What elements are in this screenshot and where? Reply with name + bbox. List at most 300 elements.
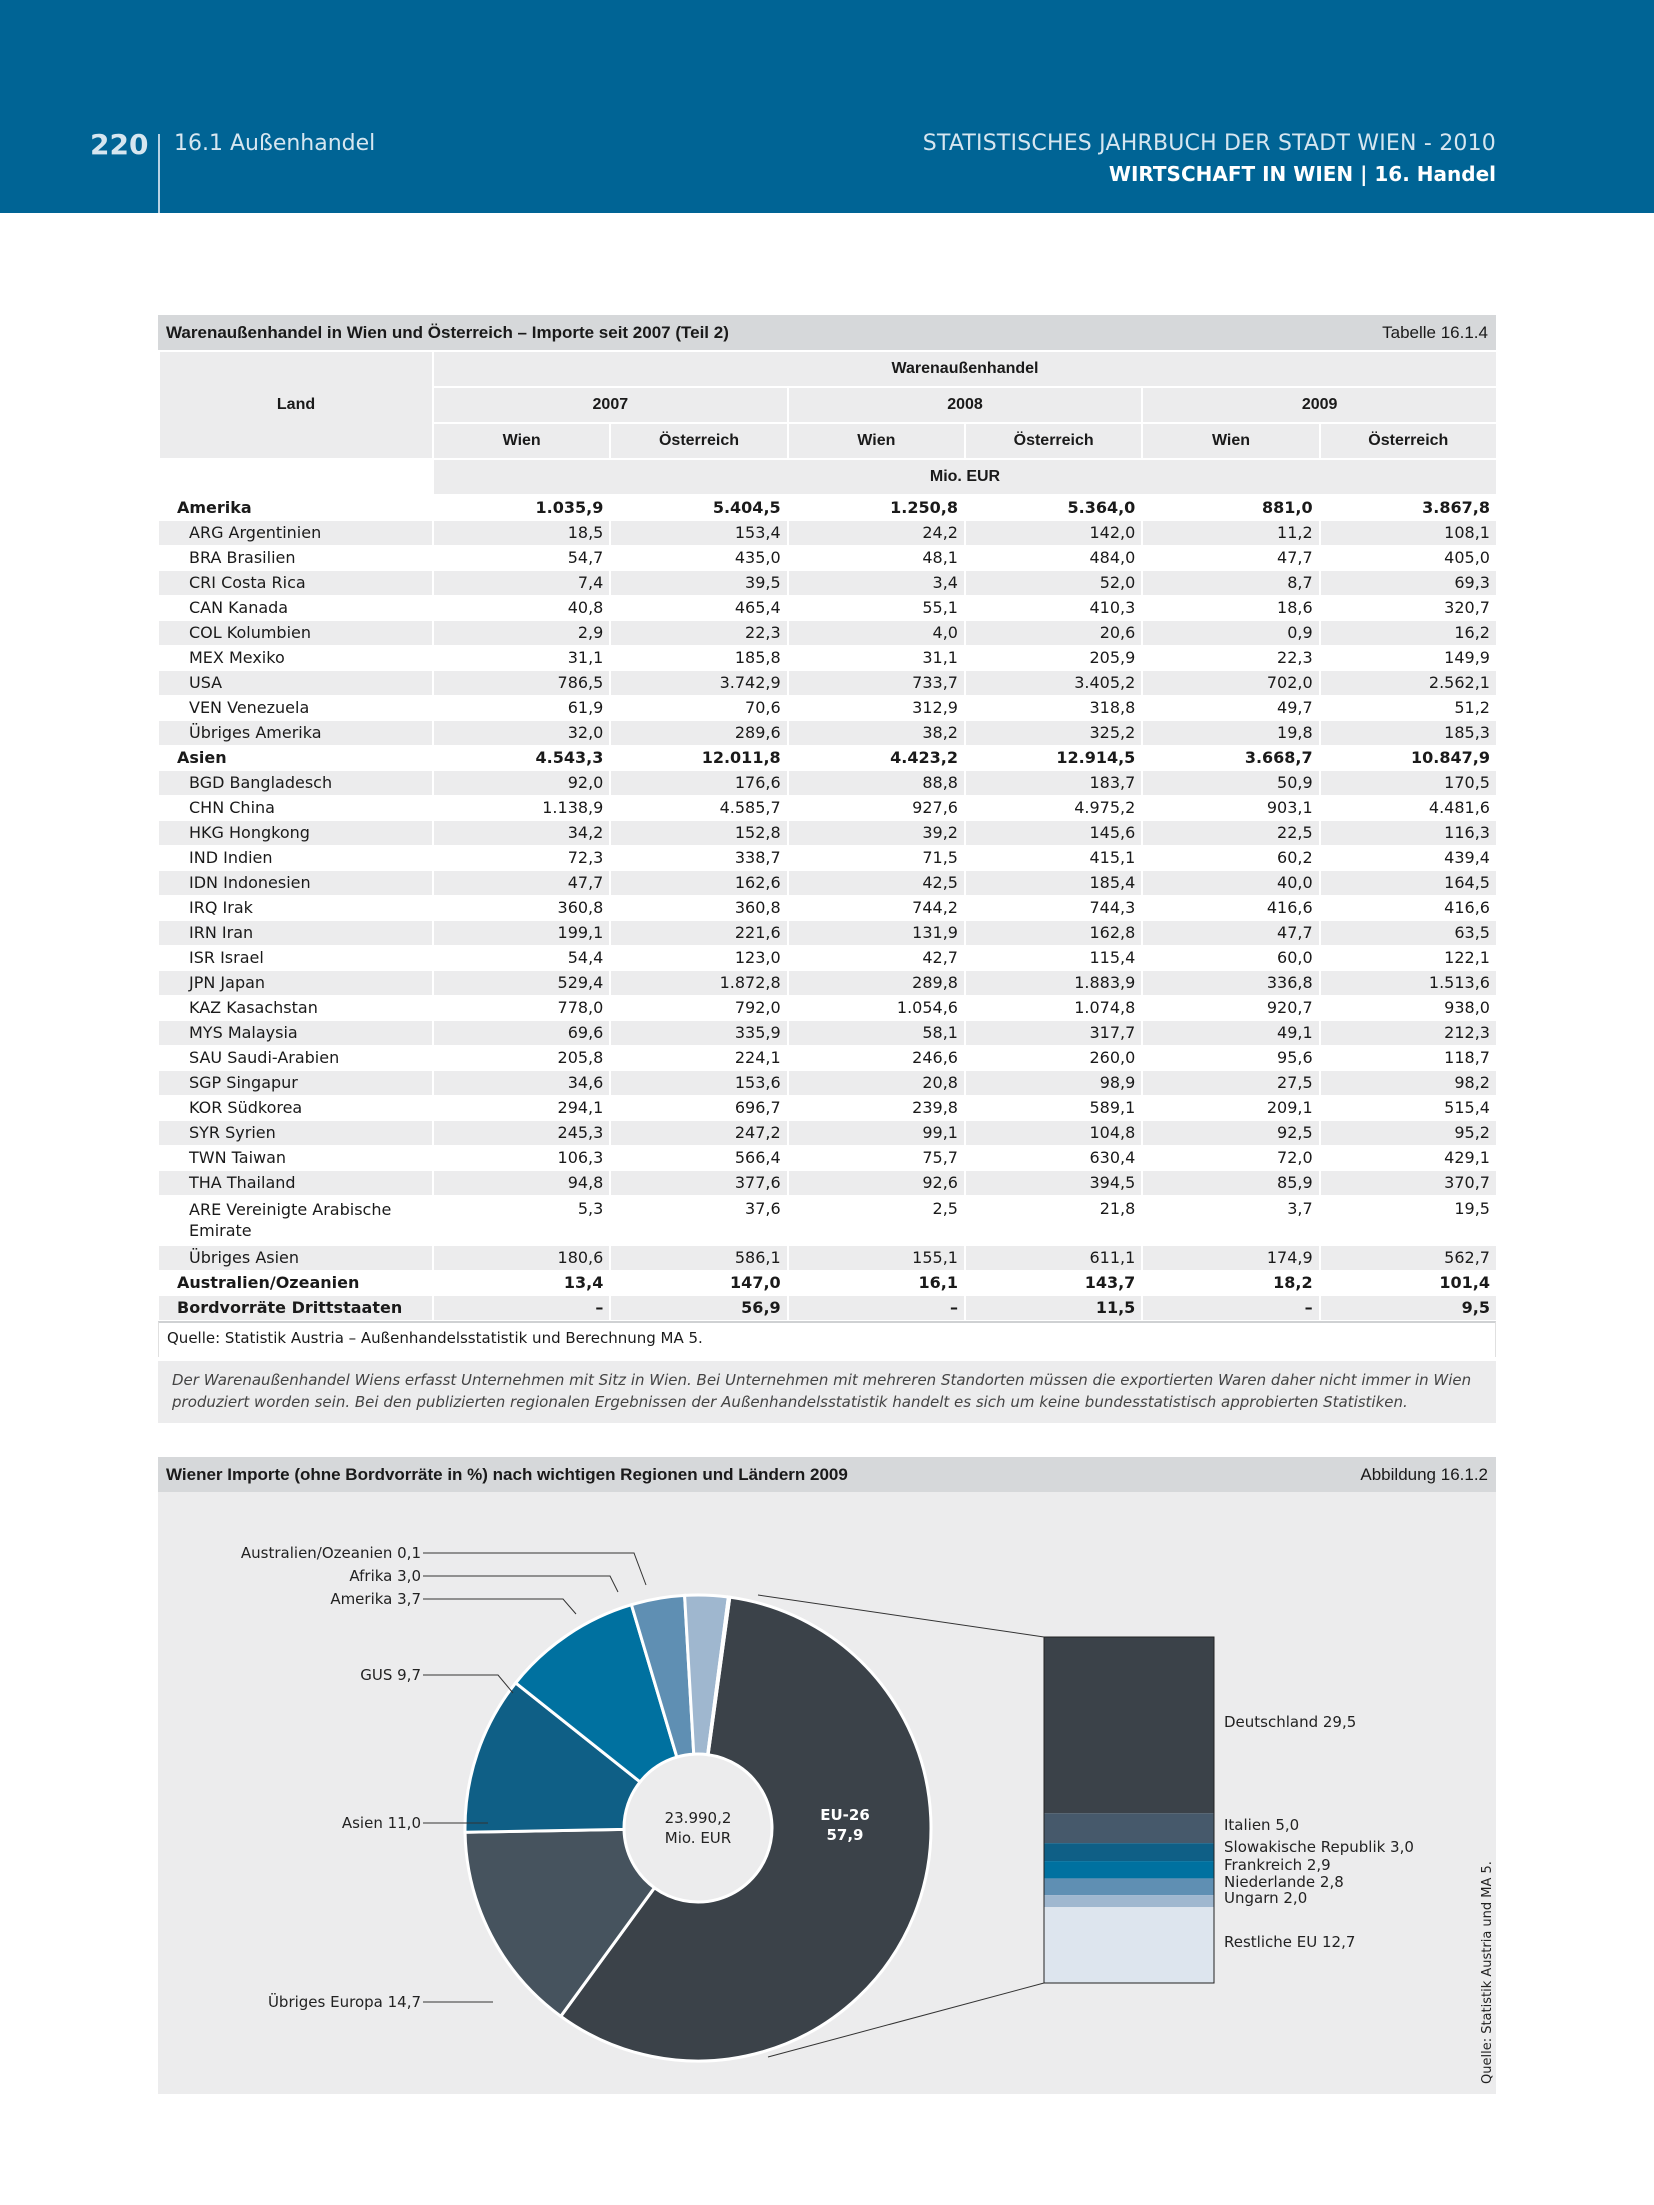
cell-land: SGP Singapur [159,1070,433,1095]
cell-value: 405,0 [1320,545,1497,570]
cell-value: 39,2 [788,820,965,845]
cell-value: 185,3 [1320,720,1497,745]
cell-value: 529,4 [433,970,610,995]
cell-value: 246,6 [788,1045,965,1070]
cell-value: 98,2 [1320,1070,1497,1095]
cell-land: THA Thailand [159,1170,433,1195]
cell-land: KOR Südkorea [159,1095,433,1120]
cell-value: 744,2 [788,895,965,920]
cell-value: 733,7 [788,670,965,695]
cell-value: 370,7 [1320,1170,1497,1195]
table-row [159,770,1497,795]
cell-value: 4,0 [788,620,965,645]
header-land: Land [159,351,433,459]
cell-value: 3,4 [788,570,965,595]
cell-value: 1.138,9 [433,795,610,820]
cell-value: 71,5 [788,845,965,870]
cell-land: Bordvorräte Drittstaaten [159,1295,433,1320]
bar-segment-slowakische-republik [1044,1843,1214,1861]
table-row [159,545,1497,570]
cell-value: 92,5 [1142,1120,1319,1145]
cell-land: ISR Israel [159,945,433,970]
table-title: Warenaußenhandel in Wien und Österreich – Importe seit 2007 (Teil 2) [166,322,729,342]
cell-value: 60,2 [1142,845,1319,870]
cell-land: BGD Bangladesch [159,770,433,795]
header-wien: Wien [788,423,965,459]
cell-value: 118,7 [1320,1045,1497,1070]
table-row [159,1195,1497,1245]
cell-value: – [433,1295,610,1320]
cell-value: 611,1 [965,1245,1142,1270]
cell-value: 54,7 [433,545,610,570]
cell-value: 245,3 [433,1120,610,1145]
cell-value: 55,1 [788,595,965,620]
cell-value: 69,3 [1320,570,1497,595]
cell-value: 143,7 [965,1270,1142,1295]
cell-value: 185,4 [965,870,1142,895]
cell-value: 42,7 [788,945,965,970]
cell-value: 149,9 [1320,645,1497,670]
cell-value: 586,1 [610,1245,787,1270]
cell-land: Übriges Asien [159,1245,433,1270]
cell-value: 11,5 [965,1295,1142,1320]
cell-land: IRQ Irak [159,895,433,920]
cell-value: 19,5 [1320,1195,1497,1245]
table-row [159,920,1497,945]
cell-value: 50,9 [1142,770,1319,795]
cell-value: 224,1 [610,1045,787,1070]
cell-value: 21,8 [965,1195,1142,1245]
table-row [159,970,1497,995]
cell-value: 47,7 [433,870,610,895]
cell-value: 3.742,9 [610,670,787,695]
header-wien: Wien [433,423,610,459]
table-number: Tabelle 16.1.4 [1382,322,1488,342]
cell-value: 106,3 [433,1145,610,1170]
cell-value: 744,3 [965,895,1142,920]
cell-value: 116,3 [1320,820,1497,845]
figure-source: Quelle: Statistik Austria und MA 5. [1480,1861,1495,2084]
header-wien: Wien [1142,423,1319,459]
cell-value: 22,5 [1142,820,1319,845]
cell-value: 38,2 [788,720,965,745]
cell-value: 95,2 [1320,1120,1497,1145]
cell-value: 40,0 [1142,870,1319,895]
cell-value: 101,4 [1320,1270,1497,1295]
cell-land: TWN Taiwan [159,1145,433,1170]
page-header [0,0,1654,213]
cell-value: 5,3 [433,1195,610,1245]
cell-value: 9,5 [1320,1295,1497,1320]
cell-value: 881,0 [1142,495,1319,520]
cell-value: 122,1 [1320,945,1497,970]
cell-value: 239,8 [788,1095,965,1120]
table-row [159,945,1497,970]
leader-line [423,1599,576,1614]
table-row [159,1120,1497,1145]
cell-value: 11,2 [1142,520,1319,545]
bar-segment-restliche-eu [1044,1907,1214,1983]
bar-label: Italien 5,0 [1224,1816,1300,1834]
cell-value: 1.250,8 [788,495,965,520]
table-title-bar [158,315,1496,350]
cell-value: 515,4 [1320,1095,1497,1120]
header-year: 2008 [788,387,1143,423]
cell-land: CRI Costa Rica [159,570,433,595]
bar-label: Ungarn 2,0 [1224,1889,1308,1907]
header-oesterreich: Österreich [610,423,787,459]
cell-value: 792,0 [610,995,787,1020]
cell-value: 10.847,9 [1320,745,1497,770]
table-row [159,1245,1497,1270]
cell-value: 115,4 [965,945,1142,970]
cell-value: 52,0 [965,570,1142,595]
cell-value: 786,5 [433,670,610,695]
cell-value: 72,0 [1142,1145,1319,1170]
center-unit: Mio. EUR [664,1829,732,1847]
cell-value: 49,1 [1142,1020,1319,1045]
cell-value: 183,7 [965,770,1142,795]
cell-value: – [1142,1295,1319,1320]
cell-value: 49,7 [1142,695,1319,720]
cell-value: 2.562,1 [1320,670,1497,695]
cell-value: 2,9 [433,620,610,645]
cell-value: 927,6 [788,795,965,820]
cell-value: 145,6 [965,820,1142,845]
cell-value: 54,4 [433,945,610,970]
cell-value: 312,9 [788,695,965,720]
bar-segment-ungarn [1044,1895,1214,1907]
table-row [159,995,1497,1020]
cell-value: 317,7 [965,1020,1142,1045]
leader-line [423,1675,513,1693]
center-value: 23.990,2 [664,1809,732,1827]
cell-value: 289,8 [788,970,965,995]
cell-value: 39,5 [610,570,787,595]
cell-value: 778,0 [433,995,610,1020]
table-row [159,870,1497,895]
pie-label: Übriges Europa 14,7 [267,1993,421,2011]
cell-value: 104,8 [965,1120,1142,1145]
cell-value: 360,8 [610,895,787,920]
cell-land: Übriges Amerika [159,720,433,745]
cell-value: 47,7 [1142,920,1319,945]
cell-land: IDN Indonesien [159,870,433,895]
cell-value: 147,0 [610,1270,787,1295]
cell-value: 16,1 [788,1270,965,1295]
cell-value: 56,9 [610,1295,787,1320]
table-row [159,895,1497,920]
cell-value: 162,6 [610,870,787,895]
cell-land: SYR Syrien [159,1120,433,1145]
cell-land: Asien [159,745,433,770]
table-row [159,1045,1497,1070]
cell-value: 70,6 [610,695,787,720]
pie-label-eu-value: 57,9 [826,1826,864,1844]
cell-value: 51,2 [1320,695,1497,720]
cell-land: MEX Mexiko [159,645,433,670]
pie-label: Asien 11,0 [341,1814,421,1832]
cell-value: 31,1 [433,645,610,670]
cell-value: 153,4 [610,520,787,545]
cell-value: 94,8 [433,1170,610,1195]
cell-value: 4.481,6 [1320,795,1497,820]
cell-value: 75,7 [788,1145,965,1170]
cell-value: 108,1 [1320,520,1497,545]
cell-value: 155,1 [788,1245,965,1270]
cell-value: 416,6 [1142,895,1319,920]
cell-land: USA [159,670,433,695]
cell-value: – [788,1295,965,1320]
cell-value: 1.054,6 [788,995,965,1020]
cell-value: 174,9 [1142,1245,1319,1270]
table-row [159,1295,1497,1320]
cell-value: 1.074,8 [965,995,1142,1020]
cell-value: 16,2 [1320,620,1497,645]
cell-value: 377,6 [610,1170,787,1195]
cell-value: 18,2 [1142,1270,1319,1295]
cell-value: 60,0 [1142,945,1319,970]
cell-value: 920,7 [1142,995,1319,1020]
cell-value: 40,8 [433,595,610,620]
bar-label: Niederlande 2,8 [1224,1873,1344,1891]
cell-value: 2,5 [788,1195,965,1245]
cell-value: 566,4 [610,1145,787,1170]
table-row [159,795,1497,820]
header-unit: Mio. EUR [433,459,1497,495]
cell-value: 4.975,2 [965,795,1142,820]
cell-value: 0,9 [1142,620,1319,645]
cell-value: 247,2 [610,1120,787,1145]
cell-value: 3.867,8 [1320,495,1497,520]
cell-land: VEN Venezuela [159,695,433,720]
cell-value: 31,1 [788,645,965,670]
cell-value: 212,3 [1320,1020,1497,1045]
cell-value: 27,5 [1142,1070,1319,1095]
cell-value: 1.035,9 [433,495,610,520]
cell-value: 335,9 [610,1020,787,1045]
cell-value: 22,3 [610,620,787,645]
cell-value: 205,8 [433,1045,610,1070]
bar-segment-niederlande [1044,1878,1214,1895]
cell-value: 938,0 [1320,995,1497,1020]
cell-value: 4.585,7 [610,795,787,820]
cell-value: 429,1 [1320,1145,1497,1170]
cell-value: 4.423,2 [788,745,965,770]
cell-value: 34,2 [433,820,610,845]
bar-segment-deutschland [1044,1637,1214,1813]
cell-value: 562,7 [1320,1245,1497,1270]
cell-value: 20,8 [788,1070,965,1095]
cell-value: 162,8 [965,920,1142,945]
cell-land: CAN Kanada [159,595,433,620]
bar-label: Frankreich 2,9 [1224,1856,1331,1874]
cell-value: 1.513,6 [1320,970,1497,995]
table-row [159,495,1497,520]
cell-value: 92,6 [788,1170,965,1195]
cell-value: 8,7 [1142,570,1319,595]
header-oesterreich: Österreich [965,423,1142,459]
bar-label: Slowakische Republik 3,0 [1224,1838,1414,1856]
publication-title: STATISTISCHES JAHRBUCH DER STADT WIEN - 2010 [922,131,1496,156]
import-figure [158,1457,1496,2094]
cell-value: 58,1 [788,1020,965,1045]
cell-value: 131,9 [788,920,965,945]
cell-value: 289,6 [610,720,787,745]
cell-land: IND Indien [159,845,433,870]
cell-value: 98,9 [965,1070,1142,1095]
cell-value: 439,4 [1320,845,1497,870]
header-year: 2009 [1142,387,1497,423]
cell-land: Australien/Ozeanien [159,1270,433,1295]
table-row [159,620,1497,645]
table-note: Der Warenaußenhandel Wiens erfasst Unternehmen mit Sitz in Wien. Bei Unternehmen mit mehreren Standorten müssen die exportierten Waren daher nicht immer in Wien produziert worden sein. Bei den publizierten regionalen Ergebnissen der Außenhandelsstatistik handelt es sich um keine bundesstatistisch approbierten Statistiken. [158,1357,1496,1423]
cell-value: 19,8 [1142,720,1319,745]
table-row [159,820,1497,845]
cell-value: 47,7 [1142,545,1319,570]
cell-value: 320,7 [1320,595,1497,620]
table-row [159,845,1497,870]
cell-value: 69,6 [433,1020,610,1045]
cell-value: 48,1 [788,545,965,570]
header-unit-spacer [159,459,433,495]
cell-value: 1.872,8 [610,970,787,995]
table-row [159,595,1497,620]
table-row [159,645,1497,670]
cell-land: IRN Iran [159,920,433,945]
cell-value: 170,5 [1320,770,1497,795]
header-oesterreich: Österreich [1320,423,1497,459]
table-row [159,1070,1497,1095]
bar-segment-frankreich [1044,1861,1214,1878]
cell-value: 85,9 [1142,1170,1319,1195]
cell-value: 99,1 [788,1120,965,1145]
header-group: Warenaußenhandel [433,351,1497,387]
table-row [159,1020,1497,1045]
table-row [159,745,1497,770]
cell-value: 12.011,8 [610,745,787,770]
cell-value: 325,2 [965,720,1142,745]
cell-value: 18,6 [1142,595,1319,620]
cell-land: SAU Saudi-Arabien [159,1045,433,1070]
table-body [159,495,1497,1320]
cell-value: 164,5 [1320,870,1497,895]
import-table [158,350,1498,1321]
cell-land: COL Kolumbien [159,620,433,645]
cell-value: 318,8 [965,695,1142,720]
page-number: 220 [90,128,149,161]
leader-line [423,1576,618,1592]
cell-value: 142,0 [965,520,1142,545]
pie-label: Australien/Ozeanien 0,1 [240,1544,421,1562]
cell-value: 92,0 [433,770,610,795]
cell-land: KAZ Kasachstan [159,995,433,1020]
table-row [159,720,1497,745]
cell-land: ARE Vereinigte Arabische Emirate [159,1195,433,1245]
cell-value: 630,4 [965,1145,1142,1170]
table-row [159,670,1497,695]
cell-value: 185,8 [610,645,787,670]
cell-value: 484,0 [965,545,1142,570]
pie-label-eu-name: EU-26 [820,1806,870,1824]
table-row [159,1270,1497,1295]
cell-value: 180,6 [433,1245,610,1270]
cell-value: 61,9 [433,695,610,720]
cell-value: 32,0 [433,720,610,745]
cell-value: 3,7 [1142,1195,1319,1245]
cell-value: 12.914,5 [965,745,1142,770]
cell-land: JPN Japan [159,970,433,995]
bar-segment-italien [1044,1813,1214,1843]
cell-value: 72,3 [433,845,610,870]
cell-value: 696,7 [610,1095,787,1120]
cell-value: 209,1 [1142,1095,1319,1120]
cell-value: 435,0 [610,545,787,570]
cell-value: 903,1 [1142,795,1319,820]
table-row [159,1095,1497,1120]
cell-value: 221,6 [610,920,787,945]
cell-value: 13,4 [433,1270,610,1295]
cell-value: 465,4 [610,595,787,620]
cell-land: ARG Argentinien [159,520,433,545]
cell-value: 702,0 [1142,670,1319,695]
cell-land: MYS Malaysia [159,1020,433,1045]
cell-land: Amerika [159,495,433,520]
cell-value: 589,1 [965,1095,1142,1120]
cell-value: 4.543,3 [433,745,610,770]
table-row [159,1170,1497,1195]
figure-number: Abbildung 16.1.2 [1360,1464,1488,1484]
cell-value: 338,7 [610,845,787,870]
section-title: 16.1 Außenhandel [174,131,376,156]
header-year: 2007 [433,387,788,423]
cell-value: 22,3 [1142,645,1319,670]
table-row [159,695,1497,720]
cell-value: 24,2 [788,520,965,545]
cell-value: 88,8 [788,770,965,795]
chapter-title: WIRTSCHAFT IN WIEN | 16. Handel [1108,162,1496,186]
cell-value: 123,0 [610,945,787,970]
pie-label: Amerika 3,7 [330,1590,421,1608]
cell-value: 63,5 [1320,920,1497,945]
cell-value: 394,5 [965,1170,1142,1195]
cell-land: HKG Hongkong [159,820,433,845]
cell-value: 416,6 [1320,895,1497,920]
cell-value: 5.364,0 [965,495,1142,520]
cell-value: 176,6 [610,770,787,795]
cell-value: 3.668,7 [1142,745,1319,770]
cell-value: 7,4 [433,570,610,595]
pie-label: GUS 9,7 [360,1666,421,1684]
bar-label: Restliche EU 12,7 [1224,1933,1356,1951]
cell-land: BRA Brasilien [159,545,433,570]
cell-value: 260,0 [965,1045,1142,1070]
donut-chart [158,1457,1496,2094]
table-row [159,1145,1497,1170]
cell-value: 20,6 [965,620,1142,645]
import-table-block [158,315,1496,1423]
bar-label: Deutschland 29,5 [1224,1713,1357,1731]
cell-value: 410,3 [965,595,1142,620]
cell-value: 42,5 [788,870,965,895]
table-source: Quelle: Statistik Austria – Außenhandelsstatistik und Berechnung MA 5. [158,1321,1496,1357]
cell-value: 153,6 [610,1070,787,1095]
cell-value: 199,1 [433,920,610,945]
cell-value: 95,6 [1142,1045,1319,1070]
cell-land: CHN China [159,795,433,820]
cell-value: 336,8 [1142,970,1319,995]
figure-title: Wiener Importe (ohne Bordvorräte in %) nach wichtigen Regionen und Ländern 2009 [166,1464,848,1484]
